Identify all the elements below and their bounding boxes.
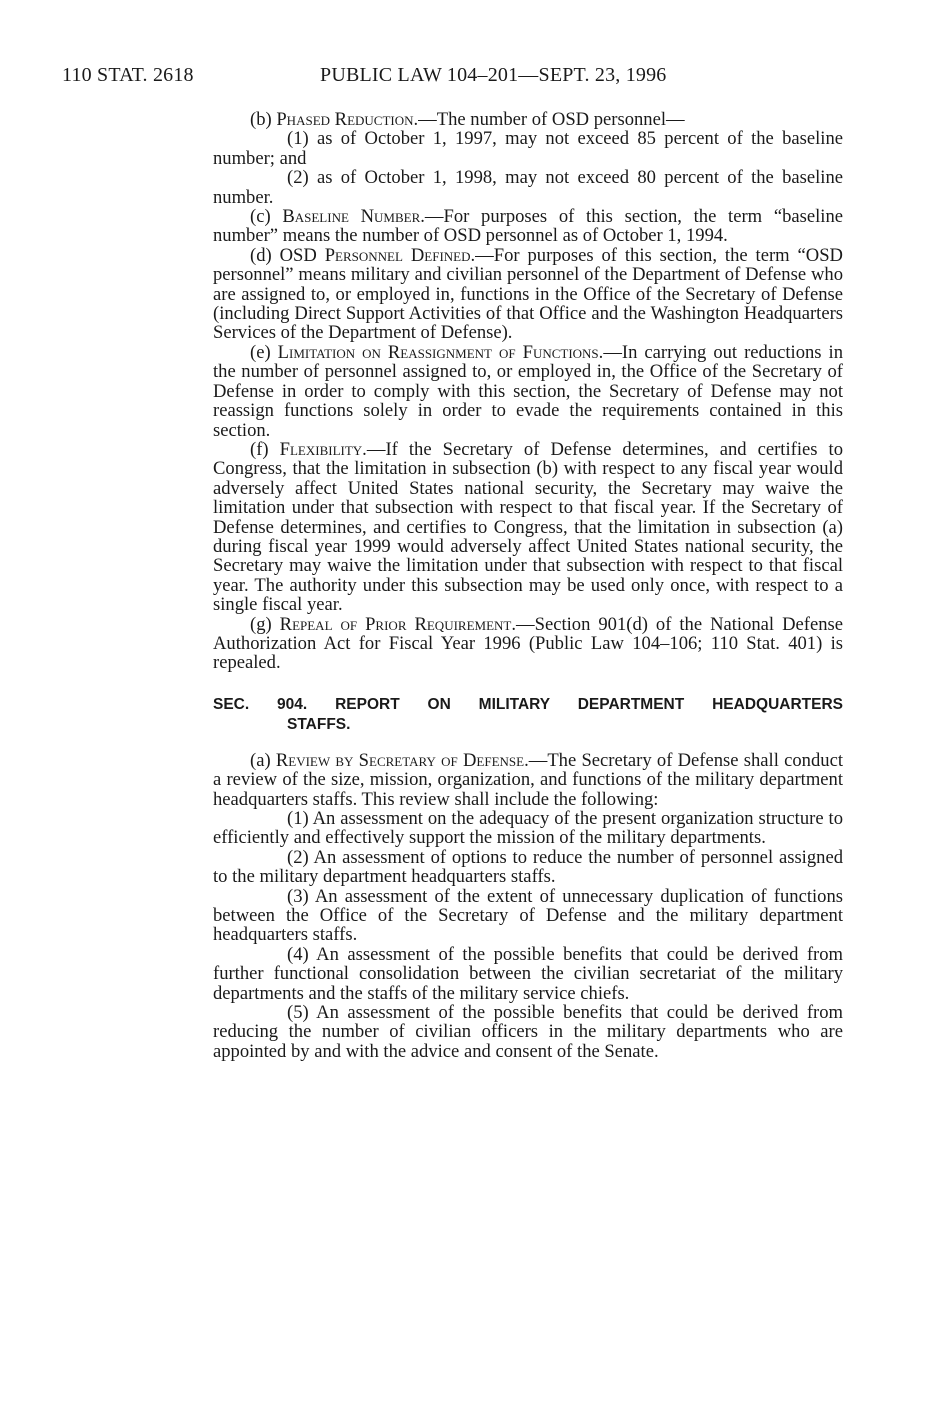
- paragraph-heading: OSD Personnel Defined.: [279, 244, 476, 266]
- paragraph-b1: (1) as of October 1, 1997, may not exceed 85 percent of the baseline number; and: [213, 128, 843, 169]
- paragraph-label: (c): [250, 206, 283, 228]
- paragraph-heading: Phased Reduction.: [276, 109, 419, 130]
- paragraph-heading: Repeal of Prior Requirement.: [279, 613, 517, 635]
- list-item-1: (1) An assessment on the adequacy of the present organization structure to efficiently and effectively support the mission of the military departments.: [213, 808, 843, 849]
- list-item-4: (4) An assessment of the possible benefits that could be derived from further functional consolidation between the civilian secretariat of the military departments and the staffs of the military service chiefs.: [213, 943, 843, 1004]
- paragraph-text: —For purposes of this section, the term “OSD personnel” means military and civilian personnel of the Department of Defense who are assigned to, or employed in, functions in the Office of the Secretary of Defense (including Direct Support Activities of that Office and the Washington Headquarters Services of the Department of Defense).: [213, 244, 843, 344]
- paragraph-label: (e): [250, 341, 278, 363]
- statute-citation: 110 STAT. 2618: [62, 64, 194, 86]
- paragraph-b: [213, 110, 843, 129]
- section-heading-line: STAFFS.: [287, 715, 351, 733]
- paragraph-label: (b): [250, 109, 277, 130]
- paragraph-d: [213, 246, 843, 343]
- public-law-date: PUBLIC LAW 104–201—SEPT. 23, 1996: [320, 64, 667, 86]
- paragraph-g: [213, 615, 843, 673]
- paragraph-e: [213, 343, 843, 440]
- list-item-5: (5) An assessment of the possible benefits that could be derived from reducing the number of civilian officers in the military departments who are appointed by and with the advice and consent of the Senate.: [213, 1002, 843, 1062]
- paragraph-text: —Section 901(d) of the National Defense Authorization Act for Fiscal Year 1996 (Public Law 104–106; 110 Stat. 401) is repealed.: [213, 613, 843, 674]
- section-heading-line: SEC. 904. REPORT ON MILITARY DEPARTMENT HEADQUARTERS: [213, 695, 843, 713]
- paragraph-f: [213, 440, 843, 615]
- section-904-heading: [213, 695, 843, 735]
- paragraph-label: (f): [250, 438, 280, 460]
- paragraph-text: —In carrying out reductions in the number of personnel assigned to, or employed in, the Office of the Secretary of Defense in order to comply with this section, the Secretary of Defense may not reassign functions solely in order to evade the requirements contained in this section.: [213, 341, 843, 441]
- paragraph-heading: Limitation on Reassignment of Functions.: [277, 341, 604, 363]
- body-text: [213, 110, 843, 1061]
- paragraph-904-a: [213, 751, 843, 809]
- paragraph-text: —For purposes of this section, the term “baseline number” means the number of OSD personnel as of October 1, 1994.: [213, 206, 843, 247]
- paragraph-text: —The number of OSD personnel—: [418, 109, 685, 130]
- paragraph-heading: Flexibility.: [279, 438, 367, 460]
- paragraph-label: (a): [250, 749, 276, 771]
- paragraph-heading: Baseline Number.: [282, 206, 425, 228]
- list-item-2: (2) An assessment of options to reduce the number of personnel assigned to the military department headquarters staffs.: [213, 846, 843, 888]
- paragraph-heading: Review by Secretary of Defense.: [275, 749, 529, 771]
- running-head: [62, 64, 892, 92]
- paragraph-text: —If the Secretary of Defense determines, and certifies to Congress, that the limitation in subsection (b) with respect to any fiscal year would adversely affect United States national security, the Secretary may waive the limitation under that subsection with respect to that fiscal year. If the Secretary of Defense determines, and certifies to Congress, that the limitation in subsection (a) during fiscal year 1999 would adversely affect United States national security, the Secretary may waive the limitation under that subsection with respect to that fiscal year. The authority under this subsection may be used only once, with respect to a single fiscal year.: [213, 438, 843, 616]
- paragraph-text: —The Secretary of Defense shall conduct a review of the size, mission, organization, and functions of the military department headquarters staffs. This review shall include the following:: [213, 749, 843, 810]
- list-item-3: (3) An assessment of the extent of unnecessary duplication of functions between the Office of the Secretary of Defense and the military department headquarters staffs.: [213, 885, 843, 946]
- paragraph-label: (d): [250, 244, 280, 266]
- paragraph-c: [213, 207, 843, 246]
- paragraph-b2: (2) as of October 1, 1998, may not exceed 80 percent of the baseline number.: [213, 167, 843, 208]
- paragraph-label: (g): [250, 613, 280, 635]
